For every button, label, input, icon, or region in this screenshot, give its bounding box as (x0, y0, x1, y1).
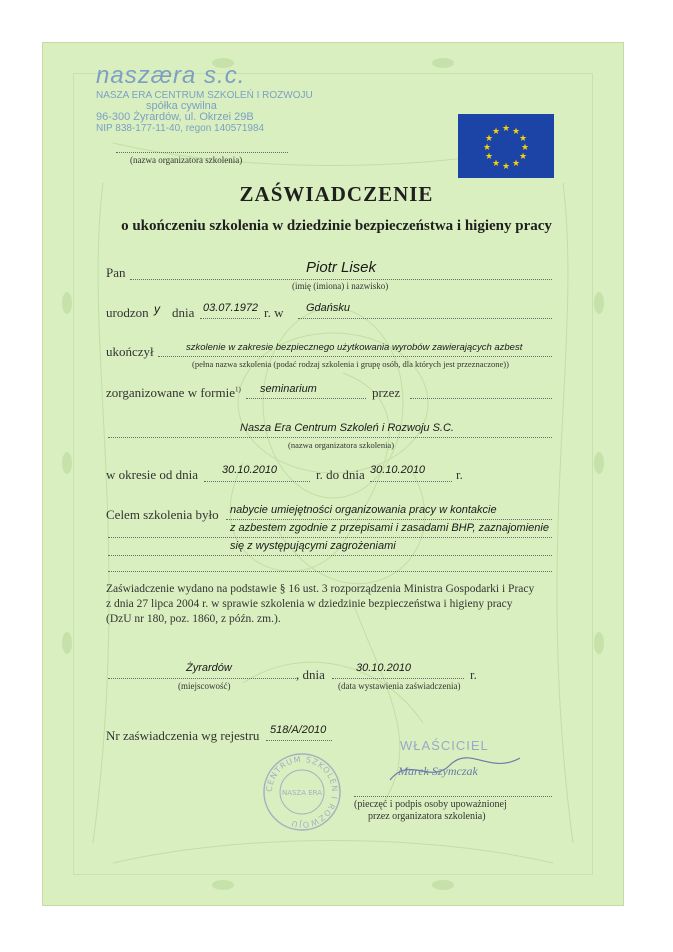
person-name: Piotr Lisek (306, 259, 377, 276)
svg-text:★: ★ (518, 134, 528, 144)
svg-text:★: ★ (518, 152, 528, 162)
organizer-name: NASZA ERA CENTRUM SZKOLEŃ I ROZWOJU (96, 90, 313, 101)
legal-line-1: Zaświadczenie wydano na podstawie § 16 ust. 3 rozporządzenia Ministra Gospodarki i Pracy (106, 583, 535, 595)
svg-text:★: ★ (520, 143, 530, 153)
training-name-caption: (pełna nazwa szkolenia (podać rodzaj szkolenia i grupę osób, dla których jest przeznaczone)) (192, 359, 509, 369)
organizer-stamp (96, 62, 336, 134)
completed-label: ukończył (106, 344, 154, 359)
round-stamp-seal-icon (262, 752, 342, 832)
svg-text:★: ★ (511, 159, 521, 169)
issue-comma-day: , dnia (296, 667, 325, 682)
by-label: przez (372, 385, 401, 400)
born-label: urodzon (106, 305, 149, 320)
issue-date: 30.10.2010 (356, 662, 412, 674)
goal-line-3: się z występującymi zagrożeniami (230, 540, 396, 552)
svg-text:★: ★ (501, 124, 511, 134)
issue-place-caption: (miejscowość) (178, 681, 231, 691)
goal-line-1: nabycie umiejętności organizowania pracy w kontakcie (230, 504, 497, 516)
training-name: szkolenie w zakresie bezpiecznego użytkowania wyrobów zawierających azbest (186, 342, 523, 353)
organizer-caption: (nazwa organizatora szkolenia) (130, 155, 243, 165)
period-label: w okresie od dnia (106, 467, 199, 482)
form-value: seminarium (260, 383, 317, 395)
born-suffix: y (154, 302, 160, 316)
person-name-caption: (imię (imiona) i nazwisko) (292, 281, 389, 291)
birth-date: 03.07.1972 (203, 302, 259, 314)
form-label (106, 385, 241, 401)
registry-number: 518/A/2010 (270, 724, 327, 736)
place-prefix: r. w (264, 305, 284, 320)
person-label: Pan (106, 265, 126, 280)
owner-stamp-title: WŁAŚCICIEL (400, 738, 489, 753)
to-label: r. do dnia (316, 467, 365, 482)
signature-caption-2: przez organizatora szkolenia) (368, 811, 486, 822)
form-footnote: 1) (234, 385, 241, 394)
issue-place: Żyrardów (186, 662, 232, 674)
goal-line-2: z azbestem zgodnie z przepisami i zasadami BHP, zaznajomienie (230, 522, 549, 534)
birth-place: Gdańsku (306, 302, 351, 314)
day-label: dnia (172, 305, 195, 320)
organizer-tax-ids: NIP 838-177-11-40, regon 140571984 (96, 123, 265, 134)
issue-date-suffix: r. (470, 667, 477, 682)
eu-stars-icon (458, 114, 554, 178)
svg-text:NASZA ERA: NASZA ERA (281, 789, 323, 797)
organizer-address: 96-300 Żyrardów, ul. Okrzei 29B (96, 111, 254, 123)
organizer-type: spółka cywilna (146, 100, 217, 112)
registry-label: Nr zaświadczenia wg rejestru (106, 728, 260, 743)
training-organizer: Nasza Era Centrum Szkoleń i Rozwoju S.C. (240, 422, 454, 434)
svg-text:★: ★ (482, 143, 492, 153)
legal-line-2: z dnia 27 lipca 2004 r. w sprawie szkolenia w dziedzinie bezpieczeństwa i higieny pracy (106, 598, 513, 610)
round-stamp (262, 752, 342, 832)
date-to: 30.10.2010 (370, 464, 426, 476)
certificate-subtitle: o ukończeniu szkolenia w dziedzinie bezpieczeństwa i higieny pracy (121, 218, 552, 234)
svg-text:CENTRUM SZKOLEŃ I ROZWOJU: CENTRUM SZKOLEŃ I ROZWOJU (264, 754, 340, 830)
owner-signature: Marek Szymczak (398, 764, 478, 778)
svg-text:★: ★ (491, 159, 501, 169)
organizer-field-caption: (nazwa organizatora szkolenia) (288, 440, 395, 450)
certificate-title: ZAŚWIADCZENIE (239, 182, 434, 206)
signature-scribble-icon (380, 750, 530, 790)
period-suffix: r. (456, 467, 463, 482)
date-from: 30.10.2010 (222, 464, 278, 476)
svg-text:★: ★ (484, 134, 494, 144)
svg-text:★: ★ (501, 162, 511, 172)
eu-flag (458, 114, 554, 178)
svg-text:★: ★ (484, 152, 494, 162)
signature-caption-1: (pieczęć i podpis osoby upoważnionej (354, 799, 507, 810)
organizer-logo: naszæra s.c. (96, 62, 246, 89)
goal-label: Celem szkolenia było (106, 507, 219, 522)
svg-text:★: ★ (511, 127, 521, 137)
svg-text:★: ★ (491, 127, 501, 137)
form-label-text: zorganizowane w formie (106, 385, 235, 400)
legal-line-3: (DzU nr 180, poz. 1860, z późn. zm.). (106, 613, 281, 625)
issue-date-caption: (data wystawienia zaświadczenia) (338, 681, 461, 691)
